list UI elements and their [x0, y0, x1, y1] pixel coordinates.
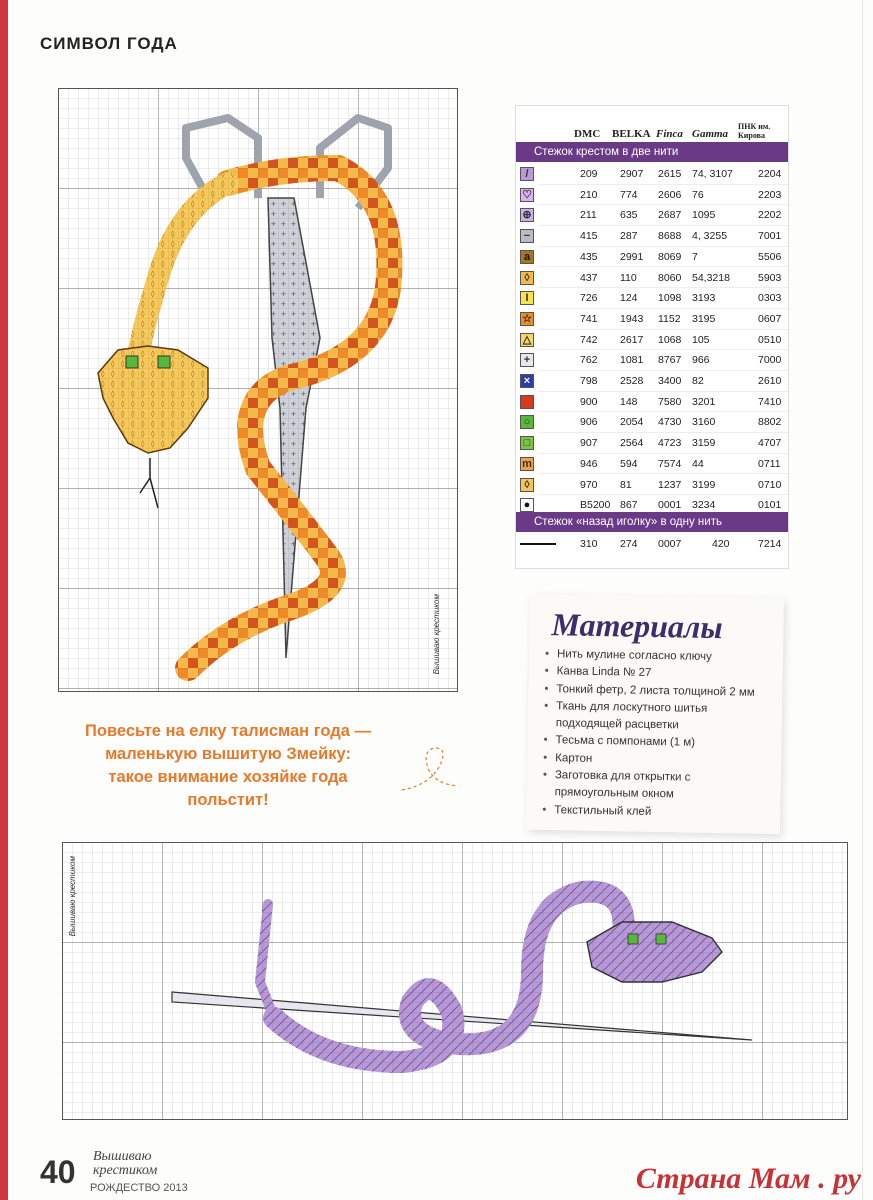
thread-symbol-icon: ○	[520, 415, 534, 429]
thread-symbol-icon: +	[520, 353, 534, 367]
key-cell-gamma: 3193	[692, 292, 716, 305]
slogan-line: Повесьте на елку талисман года —	[85, 722, 371, 740]
key-row	[516, 371, 788, 392]
key-cell-pnk: 8802	[758, 416, 782, 429]
key-cell-gamma: 44	[692, 457, 704, 470]
key-cell-dmc: 741	[580, 312, 598, 325]
key-cell-gamma: 3159	[692, 437, 716, 450]
key-row	[516, 454, 788, 475]
key-row	[516, 288, 788, 309]
key-cell-belka: 867	[620, 499, 638, 512]
key-cell-dmc: 900	[580, 395, 598, 408]
key-row	[516, 433, 788, 454]
thread-symbol-icon: /	[520, 167, 534, 181]
key-cell-pnk: 7000	[758, 354, 782, 367]
key-cell-dmc: 209	[580, 168, 598, 180]
key-cell-gamma: 74, 3107	[692, 168, 733, 180]
key-cell-belka: 148	[620, 395, 638, 408]
key-cell-gamma: 76	[692, 188, 704, 201]
key-row	[516, 412, 788, 433]
page-fold-line	[862, 0, 863, 1200]
key-cell-gamma: 54,3218	[692, 271, 730, 284]
material-item: • Канва Linda № 27	[545, 663, 777, 684]
key-cell-pnk: 0510	[758, 333, 782, 346]
issue-label: РОЖДЕСТВО 2013	[90, 1182, 188, 1194]
key-cell-dmc: 437	[580, 271, 598, 284]
key-cell-pnk: 7410	[758, 395, 782, 408]
materials-list	[542, 646, 777, 823]
color-key-table	[516, 106, 788, 568]
key-cell-pnk: 0101	[758, 499, 782, 512]
key-cell-dmc: 435	[580, 250, 598, 263]
key-cell-gamma: 3195	[692, 312, 716, 325]
key-cell-dmc: 211	[580, 209, 597, 222]
thread-symbol-icon: ●	[520, 498, 534, 512]
thread-symbol-icon: a	[520, 250, 534, 264]
key-cell-gamma: 966	[692, 354, 710, 367]
key-row	[516, 475, 788, 496]
key-cell-gamma: 105	[692, 333, 710, 346]
key-cell-belka: 2617	[620, 333, 644, 346]
key-cell-finca: 7574	[658, 457, 682, 470]
magazine-logo: Вышиваю крестиком	[93, 1149, 158, 1178]
backstitch-gamma: 420	[712, 538, 730, 550]
site-watermark: Страна Мам . ру	[635, 1162, 861, 1195]
thread-symbol-icon: ⊕	[520, 208, 534, 222]
key-cell-finca: 4723	[658, 437, 682, 450]
key-cell-belka: 2907	[620, 168, 644, 180]
key-cell-finca: 2606	[658, 188, 682, 201]
key-cell-pnk: 0607	[758, 312, 782, 325]
materials-card	[526, 594, 784, 834]
key-cell-belka: 2564	[620, 437, 644, 450]
key-cell-gamma: 3201	[692, 395, 716, 408]
col-belka: BELKA	[612, 128, 651, 140]
key-cell-pnk: 2610	[758, 375, 782, 387]
backstitch-line-symbol	[520, 543, 556, 545]
backstitch-row	[516, 534, 788, 555]
key-cell-gamma: 1095	[692, 209, 716, 222]
key-row	[516, 247, 788, 268]
key-row	[516, 185, 788, 206]
thread-symbol-icon: −	[520, 229, 534, 243]
key-cell-dmc: 907	[580, 437, 598, 450]
key-cell-belka: 2991	[620, 250, 644, 263]
cross-stitch-chart-orange-snake	[58, 88, 458, 692]
key-row	[516, 330, 788, 351]
material-item: • Нить мулине согласно ключу	[545, 646, 777, 667]
thread-symbol-icon: m	[520, 457, 534, 471]
backstitch-belka: 274	[620, 538, 638, 550]
key-cell-finca: 0001	[658, 499, 682, 512]
section-title: СИМВОЛ ГОДА	[40, 34, 178, 53]
page-edge-stripe	[0, 0, 8, 1200]
key-cell-gamma: 82	[692, 375, 704, 387]
backstitch-finca: 0007	[658, 538, 682, 550]
key-row	[516, 392, 788, 413]
key-cell-belka: 774	[620, 188, 638, 201]
key-cell-pnk: 0710	[758, 478, 782, 491]
chart-logo-2: Вышиваю крестиком	[68, 856, 77, 937]
key-cell-gamma: 3199	[692, 478, 716, 491]
key-cell-belka: 1081	[620, 354, 644, 367]
materials-title: Материалы	[551, 606, 723, 646]
col-finca: Finca	[656, 128, 683, 140]
key-cell-finca: 4730	[658, 416, 682, 429]
key-cell-finca: 1098	[658, 292, 682, 305]
key-row	[516, 205, 788, 226]
key-cell-belka: 124	[620, 292, 638, 305]
thread-symbol-icon: I	[520, 291, 534, 305]
thread-symbol-icon: ◊	[520, 271, 534, 285]
material-item: • Заготовка для открытки с прямоугольным окном	[542, 767, 775, 806]
material-item: • Картон	[543, 750, 775, 771]
backstitch-pnk: 7214	[758, 538, 782, 550]
key-cell-finca: 1068	[658, 333, 682, 346]
key-cell-dmc: 970	[580, 478, 598, 491]
key-cell-finca: 3400	[658, 375, 682, 387]
key-cell-belka: 2054	[620, 416, 644, 429]
key-cell-pnk: 0711	[758, 457, 781, 470]
key-cell-dmc: 742	[580, 333, 598, 346]
material-item: • Ткань для лоскутного шитья подходящей расцветки	[544, 698, 777, 737]
key-cell-belka: 110	[620, 271, 637, 284]
backstitch-dmc: 310	[580, 538, 598, 550]
key-cell-pnk: 0303	[758, 292, 782, 305]
key-cell-finca: 8060	[658, 271, 682, 284]
key-cell-finca: 8069	[658, 250, 682, 263]
key-cell-finca: 1152	[658, 312, 681, 325]
key-cell-belka: 81	[620, 478, 632, 491]
key-row	[516, 309, 788, 330]
key-cell-finca: 7580	[658, 395, 682, 408]
key-cell-dmc: 946	[580, 457, 598, 470]
col-pnk: ПНК им. Кирова	[738, 122, 771, 140]
key-cell-gamma: 7	[692, 250, 698, 263]
material-item: • Тонкий фетр, 2 листа толщиной 2 мм	[544, 681, 776, 702]
col-gamma: Gamma	[692, 128, 729, 140]
key-cell-pnk: 5903	[758, 271, 782, 284]
backstitch-header: Стежок «назад иголку» в одну нить	[516, 512, 788, 532]
key-cell-dmc: 726	[580, 292, 598, 305]
slogan-line: такое внимание хозяйке года	[108, 768, 348, 786]
cross-stitch-chart-purple-snake	[62, 842, 848, 1120]
key-cell-gamma: 3160	[692, 416, 716, 429]
page-number: 40	[40, 1154, 76, 1190]
key-cell-belka: 2528	[620, 375, 644, 387]
key-cell-belka: 635	[620, 209, 638, 222]
thread-symbol-icon: ☆	[520, 312, 534, 326]
key-cell-pnk: 7001	[758, 230, 782, 243]
material-item: • Тесьма с помпонами (1 м)	[543, 733, 775, 754]
key-cell-dmc: 210	[580, 188, 598, 201]
key-cell-gamma: 4, 3255	[692, 230, 728, 243]
material-item: • Текстильный клей	[542, 802, 774, 823]
key-cell-pnk: 4707	[758, 437, 782, 450]
thread-symbol-icon: □	[520, 436, 534, 450]
key-row	[516, 164, 788, 185]
key-row	[516, 350, 788, 371]
thread-symbol-icon: ◊	[520, 478, 534, 492]
decorative-swirl-icon	[400, 740, 460, 800]
key-cell-pnk: 2202	[758, 209, 782, 222]
key-cell-pnk: 5506	[758, 250, 782, 263]
slogan-line: маленькую вышитую Змейку:	[105, 745, 351, 763]
key-cell-finca: 8767	[658, 354, 682, 367]
thread-symbol-icon: ×	[520, 374, 534, 388]
key-row	[516, 268, 788, 289]
key-cell-pnk: 2203	[758, 188, 782, 201]
chart-logo: Вышиваю крестиком	[432, 593, 441, 674]
thread-symbol-icon	[520, 395, 534, 409]
cross-stitch-header: Стежок крестом в две нити	[516, 142, 788, 162]
key-column-headers	[516, 116, 788, 142]
key-cell-finca: 1237	[658, 478, 682, 491]
key-cell-finca: 2615	[658, 168, 682, 180]
col-dmc: DMC	[574, 128, 601, 140]
key-cell-dmc: 762	[580, 354, 598, 367]
slogan-text	[48, 720, 408, 812]
key-cell-dmc: 798	[580, 375, 598, 387]
slogan-line: польстит!	[187, 791, 269, 809]
thread-symbol-icon: ♡	[520, 188, 534, 202]
key-cell-finca: 2687	[658, 209, 682, 222]
thread-symbol-icon: △	[520, 333, 534, 347]
key-cell-belka: 1943	[620, 312, 644, 325]
key-cell-dmc: 415	[580, 230, 598, 243]
key-cell-pnk: 2204	[758, 168, 782, 180]
key-cell-dmc: 906	[580, 416, 598, 429]
key-cell-belka: 287	[620, 230, 638, 243]
key-cell-gamma: 3234	[692, 499, 716, 512]
key-cell-belka: 594	[620, 457, 638, 470]
key-cell-finca: 8688	[658, 230, 682, 243]
key-cell-dmc: B5200	[580, 499, 611, 512]
key-row	[516, 226, 788, 247]
